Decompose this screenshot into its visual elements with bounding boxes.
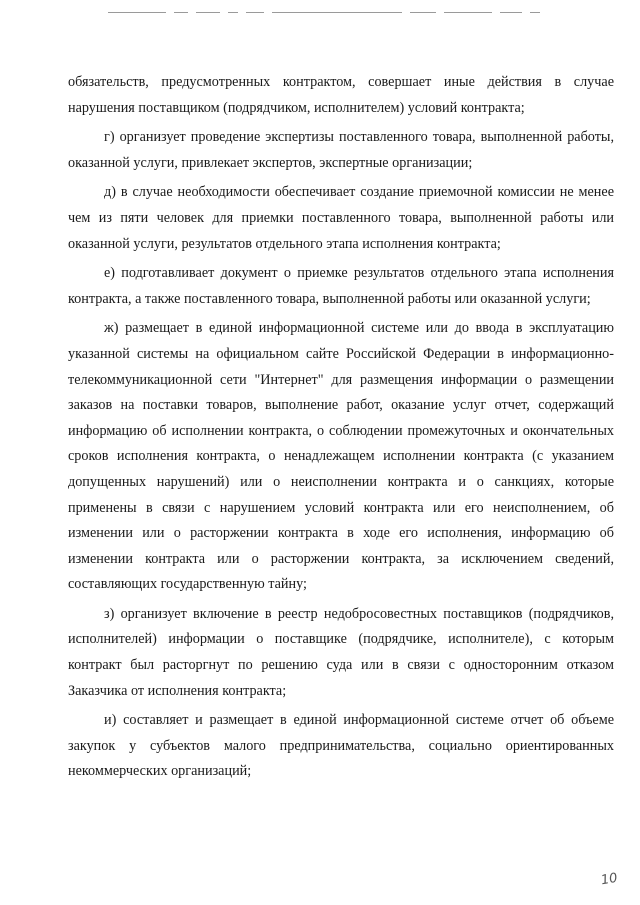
paragraph: обязательств, предусмотренных контрактом, совершает иные действия в случае нарушения поставщиком (подрядчиком, исполнителем) условий контракта; — [68, 74, 614, 116]
document-body — [68, 70, 614, 789]
paragraph: ж) размещает в единой информационной системе или до ввода в эксплуатацию указанной системы на официальном сайте Российской Федерации в информационно-телекоммуникационной сети "Интернет" для размещения информации о размещении заказов на поставки товаров, выполнение работ, оказание услуг отчет, содержащий информацию об исполнении контракта, о соблюдении промежуточных и окончательных сроков исполнения контракта, о ненадлежащем исполнении контракта (с указанием допущенных нарушений) или о неисполнении контракта и о санкциях, которые применены в связи с нарушением условий контракта или его неисполнением, об изменении или о расторжении контракта в ходе его исполнения, информацию об изменении контракта или о расторжении контракта, за исключением сведений, составляющих государственную тайну; — [68, 320, 614, 593]
header-rule — [108, 12, 548, 14]
paragraph: е) подготавливает документ о приемке результатов отдельного этапа исполнения контракта, а также поставленного товара, выполненной работы или оказанной услуги; — [68, 265, 614, 307]
page-number-mark: 10 — [600, 870, 620, 889]
paragraph: з) организует включение в реестр недобросовестных поставщиков (подрядчиков, исполнителей) информации о поставщике (подрядчике, исполнителе), с которым контракт был расторгнут по решению суда или в связи с односторонним отказом Заказчика от исполнения контракта; — [68, 605, 614, 699]
paragraph: д) в случае необходимости обеспечивает создание приемочной комиссии не менее чем из пяти человек для приемки поставленного товара, выполненной работы или оказанной услуги, результатов отдельного этапа исполнения контракта; — [68, 184, 614, 252]
paragraph: г) организует проведение экспертизы поставленного товара, выполненной работы, оказанной услуги, привлекает экспертов, экспертные организации; — [68, 129, 614, 171]
paragraph: и) составляет и размещает в единой информационной системе отчет об объеме закупок у субъектов малого предпринимательства, социально ориентированных некоммерческих организаций; — [68, 712, 614, 780]
